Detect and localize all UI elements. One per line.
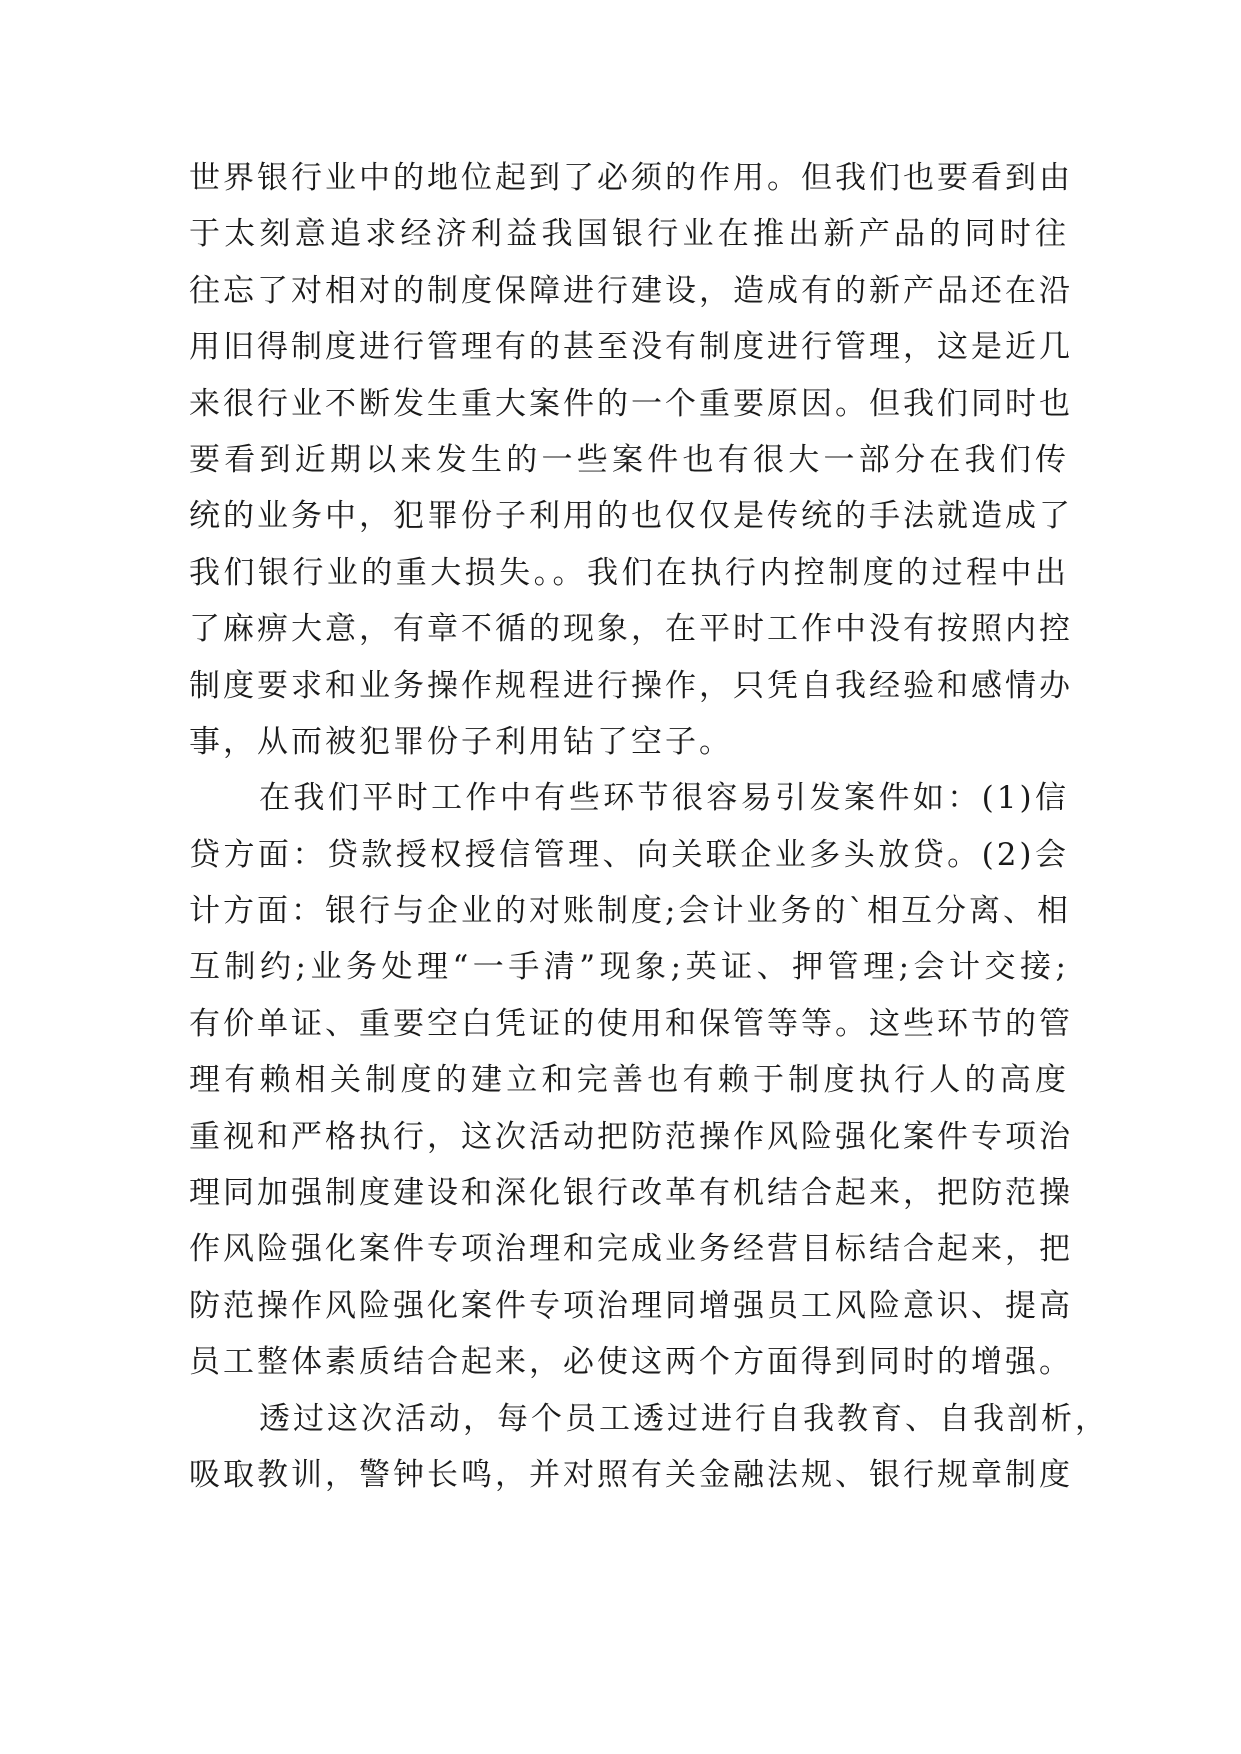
body-text: [189, 150, 1109, 1503]
text-line: 用旧得制度进行管理有的甚至没有制度进行管理，这是近几: [189, 329, 1073, 366]
text-line: 贷方面：贷款授权授信管理、向关联企业多头放贷。(2)会: [189, 836, 1069, 873]
text-line: 事，从而被犯罪份子利用钻了空子。: [189, 723, 733, 760]
text-line: 防范操作风险强化案件专项治理同增强员工风险意识、提高: [189, 1287, 1073, 1324]
text-line: 制度要求和业务操作规程进行操作，只凭自我经验和感情办: [189, 667, 1073, 704]
text-line: 理同加强制度建设和深化银行改革有机结合起来，把防范操: [189, 1175, 1073, 1212]
text-line: 世界银行业中的地位起到了必须的作用。但我们也要看到由: [189, 160, 1073, 196]
text-line: 作风险强化案件专项治理和完成业务经营目标结合起来，把: [189, 1231, 1073, 1268]
text-line: 于太刻意追求经济利益我国银行业在推出新产品的同时往: [189, 216, 1069, 253]
text-line: 要看到近期以来发生的一些案件也有很大一部分在我们传: [189, 441, 1069, 478]
text-line: 在我们平时工作中有些环节很容易引发案件如：(1)信: [259, 780, 1069, 817]
text-line: 员工整体素质结合起来，必使这两个方面得到同时的增强。: [189, 1344, 1073, 1381]
text-line: 理有赖相关制度的建立和完善也有赖于制度执行人的高度: [189, 1062, 1069, 1099]
text-line: 透过这次活动，每个员工透过进行自我教育、自我剖析，: [259, 1400, 1109, 1437]
text-line: 计方面：银行与企业的对账制度;会计业务的`相互分离、相: [189, 893, 1071, 930]
text-line: 重视和严格执行，这次活动把防范操作风险强化案件专项治: [189, 1118, 1073, 1155]
text-line: 吸取教训，警钟长鸣，并对照有关金融法规、银行规章制度: [189, 1456, 1073, 1493]
text-line: 了麻痹大意，有章不循的现象，在平时工作中没有按照内控: [189, 611, 1073, 648]
text-line: 有价单证、重要空白凭证的使用和保管等等。这些环节的管: [189, 1005, 1073, 1042]
text-line: 往忘了对相对的制度保障进行建设，造成有的新产品还在沿: [189, 272, 1073, 309]
text-line: 互制约;业务处理“一手清”现象;英证、押管理;会计交接;: [189, 949, 1069, 986]
text-line: 统的业务中，犯罪份子利用的也仅仅是传统的手法就造成了: [189, 498, 1073, 535]
text-line: 我们银行业的重大损失。。我们在执行内控制度的过程中出: [189, 554, 1069, 591]
text-line: 来很行业不断发生重大案件的一个重要原因。但我们同时也: [189, 385, 1073, 422]
